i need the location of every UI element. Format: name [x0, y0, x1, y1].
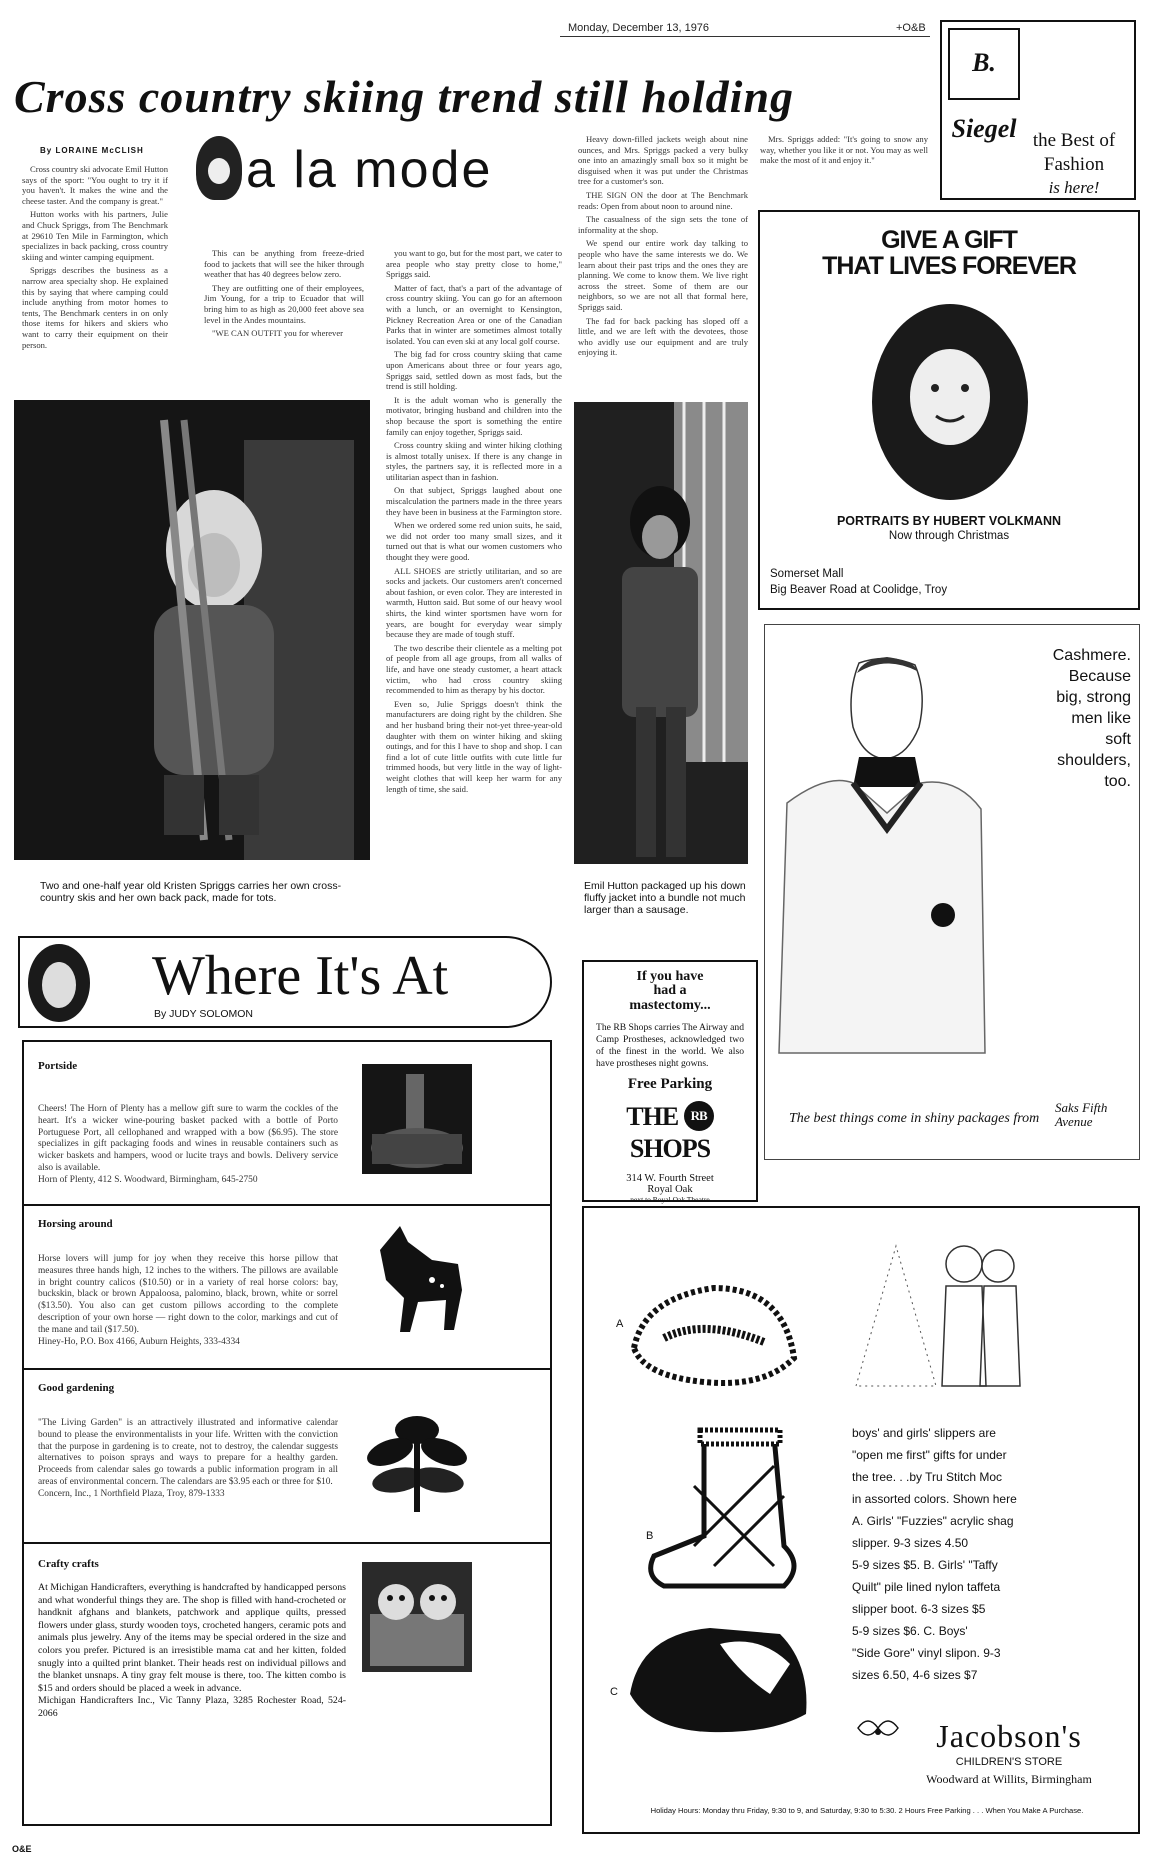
saks-ad: [764, 624, 1140, 1160]
jacobsons-logo: Jacobson's: [936, 1718, 1082, 1754]
section-body: "The Living Garden" is an attractively illustrated and informative calendar bound to please the environmentalists in your life. Written with the conviction that the purpose in gardening is to create, not to destroy, the calendar suggests alternatives to poison sprays and ways to prepare for a healthy garden. Proceeds from calendar sales go towards a public information program in all areas of environmental concern. The calendars are $3.95 each or three for $10.: [38, 1418, 338, 1487]
rb-logo-shops: SHOPS: [629, 1134, 711, 1163]
section-footer: O&E: [12, 1844, 32, 1854]
rb-body: The RB Shops carries The Airway and Camp Prostheses, acknowledged two of the finest in the world. We also have prostheses night gowns.: [596, 1022, 744, 1069]
paragraph: The big fad for cross country skiing that came upon Americans about three or four years ago, Spriggs said, settled down as most fads, but the trend is still holding.: [386, 349, 562, 392]
rb-headline2: had a: [653, 983, 687, 998]
where-banner: [18, 936, 552, 1028]
article-col2: [204, 248, 364, 342]
jacobsons-hours: Holiday Hours: Monday thru Friday, 9:30 to 9, and Saturday, 9:30 to 5:30. 2 Hours Free Parking . . . When You Make A Purchase.: [650, 1806, 1084, 1815]
volkmann-through: Now through Christmas: [888, 530, 1010, 542]
paragraph: The two describe their clientele as a melting pot of people from all age groups, from all walks of life, and have one steady customer, a heart attack victim, who had cross country skiing recommended to him as therapy by his doctor.: [386, 642, 562, 696]
tagline-line: big, strong: [1056, 689, 1131, 706]
page-number: +O&B: [896, 22, 926, 34]
section-source: Concern, Inc., 1 Northfield Plaza, Troy, 879-1333: [38, 1488, 225, 1499]
article-headline: Cross country skiing trend still holding: [14, 71, 795, 122]
where-box: [22, 1040, 552, 1826]
caption-left: Two and one-half year old Kristen Spriggs carries her own cross-country skis and her own back pack, made for tots.: [40, 880, 342, 904]
copy-line: 5-9 sizes $6. C. Boys': [852, 1624, 968, 1638]
paragraph: On that subject, Spriggs laughed about one miscalculation the partners made in the three years they have been in business at the Farmington store.: [386, 485, 562, 517]
divider: [24, 1368, 550, 1370]
copy-line: boys' and girls' slippers are: [852, 1426, 996, 1440]
rb-city: Royal Oak: [647, 1184, 693, 1195]
copy-line: A. Girls' "Fuzzies" acrylic shag: [852, 1514, 1014, 1528]
paragraph: Cross country skiing and winter hiking clothing is almost totally unisex. If there is any change in styles, the partners say, it is reflected more in a utilitarian aspect than in fashion.: [386, 440, 562, 482]
rb-note: next to Royal Oak Theatre: [630, 1195, 710, 1204]
shag-slipper-illustration: [614, 1258, 814, 1408]
jacobsons-copy: [852, 1422, 1138, 1686]
paragraph: you want to go, but for the most part, we cater to area people who stay pretty close to home," Spriggs said.: [386, 248, 562, 280]
children-tree-illustration: [846, 1226, 1026, 1396]
section-text-crafts: [38, 1582, 346, 1721]
volkmann-title2: THAT LIVES FOREVER: [822, 252, 1076, 280]
saks-logo: Saks Fifth Avenue: [1055, 1100, 1108, 1129]
paragraph: The fad for back packing has sloped off a little, and we are left with the devotees, those who avidly use our equipment and are truly enjoying it.: [578, 315, 748, 358]
copy-line: Quilt" pile lined nylon taffeta: [852, 1580, 1001, 1594]
column-logo: [196, 136, 526, 200]
copy-line: slipper boot. 6-3 sizes $5: [852, 1602, 986, 1616]
rb-headline3: mastectomy...: [629, 998, 711, 1013]
paragraph: It is the adult woman who is generally the motivator, bringing husband and children into the shop because the sport is something the entire family can enjoy together, Spriggs said.: [386, 394, 562, 437]
emil-photo: [574, 402, 748, 864]
copy-line: "Side Gore" vinyl slipon. 9-3: [852, 1646, 1001, 1660]
volkmann-ad: [758, 210, 1140, 610]
paragraph: This can be anything from freeze-dried food to jackets that will see the hiker through weather that has 40 degrees below zero.: [204, 248, 364, 280]
copy-line: "open me first" gifts for under: [852, 1448, 1007, 1462]
jacobsons-ad: [582, 1206, 1140, 1834]
siegel-line2: Fashion: [1043, 154, 1105, 175]
rb-headline1: If you have: [636, 969, 704, 984]
where-title: Where It's At: [152, 945, 449, 1007]
siegel-line1: the Best of: [1032, 130, 1116, 151]
article-byline: By LORAINE McCLISH: [40, 146, 144, 155]
vinyl-slipon-illustration: [610, 1604, 820, 1744]
paragraph: ALL SHOES are strictly utilitarian, and so are socks and jackets. Our customers aren't concerned about fashion, or even color. They are interested in warmth, Hutton said. But some of our heavy wool shirts, the kind winter sportsmen have worn for years, are bought for everyday wear simply because they are made of tough stuff.: [386, 565, 562, 640]
volkmann-mall: Somerset Mall: [770, 568, 844, 580]
section-title-gardening: Good gardening: [38, 1382, 115, 1394]
slipper-label-b: B: [646, 1530, 654, 1542]
paragraph: We spend our entire work day talking to people who have the same interests we do. We learn about their past trips and the ones they are planning. We come to know them. We live right across the street. Some of them are our neighbors, so we are not all that formal here, Spriggs said.: [578, 238, 748, 312]
siegel-ad: [940, 20, 1136, 200]
copy-line: slipper. 9-3 sizes 4.50: [852, 1536, 969, 1550]
plant-icon: [362, 1388, 472, 1518]
child-portrait: [860, 292, 1040, 512]
jacobsons-address: Woodward at Willits, Birmingham: [926, 1772, 1092, 1786]
divider: [24, 1542, 550, 1544]
volkmann-portraits: PORTRAITS BY HUBERT VOLKMANN: [836, 514, 1062, 528]
page-date: Monday, December 13, 1976: [568, 22, 710, 34]
tagline-line: soft: [1105, 731, 1131, 748]
saks-footer: The best things come in shiny packages from: [789, 1111, 1040, 1126]
paragraph: Hutton works with his partners, Julie and Chuck Spriggs, from The Benchmark at 29610 Ten Mile in Farmington, which specializes in back packing, cross country skiing and winter camping equipment.: [22, 209, 168, 262]
paragraph: Cross country ski advocate Emil Hutton says of the sport: "You ought to try it if you haven't. It makes the wine and the cheese taster. And the company is great.": [22, 164, 168, 206]
article-col1: [22, 164, 168, 353]
copy-line: in assorted colors. Shown here: [852, 1492, 1017, 1506]
paragraph: Spriggs describes the business as a narrow area specialty shop. He explained this by saying that where camping could include anything from motor homes to tents, The Benchmark centers in on only those items for hikers and skiers who want to carry their equipment on their person.: [22, 265, 168, 350]
caption-right: Emil Hutton packaged up his down fluffy jacket into a bundle not much larger than a sausage.: [584, 880, 746, 916]
tagline-line: Because: [1068, 668, 1131, 685]
section-title-portside: Portside: [38, 1060, 78, 1072]
section-text-horsing: [38, 1254, 338, 1348]
section-source: Michigan Handicrafters Inc., Vic Tanny Plaza, 3285 Rochester Road, 524-2066: [38, 1695, 346, 1719]
divider: [24, 1204, 550, 1206]
tagline-line: shoulders,: [1057, 752, 1131, 769]
section-text-gardening: [38, 1418, 338, 1501]
cat-blanket-photo: [362, 1562, 472, 1672]
rb-parking: Free Parking: [627, 1076, 713, 1092]
paragraph: They are outfitting one of their employees, Jim Young, for a trip to Ecuador that will bring him to as high as 20,000 feet above sea level in the Andes mountains.: [204, 282, 364, 325]
section-title-crafts: Crafty crafts: [38, 1558, 99, 1570]
column-logo-text: a la mode: [246, 141, 493, 199]
section-body: Cheers! The Horn of Plenty has a mellow gift sure to warm the cockles of the heart. It's a wicker wine-pouring basket packed with a bottle of Porto Portuguese Port, all cellophaned and wrapped with a bow ($6.95). The store specializes in gift packaging foods and wines in reusable containers such as wicker baskets and hampers, wood or lucite trays and bowls. Delivery service also is available.: [38, 1104, 338, 1173]
paragraph: When we ordered some red union suits, he said, we did not order too many small sizes, and it turned out that is what our women customers who thought they were good.: [386, 520, 562, 563]
copy-line: 5-9 sizes $5. B. Girls' "Taffy: [852, 1558, 998, 1572]
rb-shops-ad: [582, 960, 758, 1202]
tagline-line: men like: [1071, 710, 1131, 727]
copy-line: the tree. . .by Tru Stitch Moc: [852, 1470, 1003, 1484]
photo-illustration: [574, 402, 748, 864]
paragraph: THE SIGN ON the door at The Benchmark reads: Open from about noon to around nine.: [578, 189, 748, 211]
jacobsons-store: CHILDREN'S STORE: [955, 1756, 1063, 1768]
paragraph: Matter of fact, that's a part of the advantage of cross country skiing. You can go for an afternoon with a lunch, or an overnight to Kensington, Pickney Recreation Area or one of the Canadian Parks that in winter are sometimes almost totally isolated. You can even ski at any local golf course.: [386, 282, 562, 346]
paragraph: Even so, Julie Spriggs doesn't think the manufacturers are doing right by the children. She and her husband bring their not-yet three-year-old daughter with them on winter hiking and skiing outings, and for this I have to shop and shop. I can find a lot of cute little outfits with cute little fur trimmed hoods, but very little in the way of light-weight clothes that will keep her warm for any length of time, she said.: [386, 698, 562, 794]
volkmann-address: Big Beaver Road at Coolidge, Troy: [770, 584, 948, 596]
rb-logo: [584, 1101, 756, 1165]
rb-logo-the: THE: [626, 1102, 679, 1131]
tagline-line: Cashmere.: [1052, 647, 1131, 664]
section-source: Horn of Plenty, 412 S. Woodward, Birmingham, 645-2750: [38, 1174, 258, 1185]
rb-address: 314 W. Fourth Street: [626, 1173, 714, 1184]
copy-line: sizes 6.50, 4-6 sizes $7: [852, 1668, 978, 1682]
masthead-rule: [560, 36, 930, 37]
article-col3: [386, 248, 562, 912]
article-col5: [760, 134, 928, 169]
man-sweater-illustration: [767, 653, 991, 1093]
section-body: Horse lovers will jump for joy when they receive this horse pillow that measures three hands high, 12 inches to the withers. The pillows are available in bright country calicos ($10.50) or in a variety of real horse colors: bay, buckskin, black or brown Appaloosa, palomino, black, brown, white or sorrel ($13.50). You also can get custom pillows according to the complete description of your own horse — right down to the color, markings and cut of the mane and tail ($17.50).: [38, 1254, 338, 1335]
slipper-label-c: C: [610, 1686, 618, 1698]
article-col4: [578, 134, 748, 361]
slipper-label-a: A: [616, 1318, 624, 1330]
where-byline: By JUDY SOLOMON: [154, 1008, 253, 1020]
model-portrait-icon: [196, 136, 242, 200]
columnist-portrait: [28, 944, 90, 1022]
siegel-logo: B. Siegel: [948, 28, 1020, 100]
paragraph: Mrs. Spriggs added: "It's going to snow any way, whether you like it or not. You may as well make the most of it and enjoy it.": [760, 134, 928, 166]
section-title-horsing: Horsing around: [38, 1218, 113, 1230]
horse-pillow-icon: [362, 1220, 472, 1340]
tagline-line: too.: [1104, 773, 1131, 790]
rb-logo-mark: RB: [684, 1101, 714, 1131]
section-body: At Michigan Handicrafters, everything is handcrafted by handicapped persons and what wonderful things they are. The shop is filled with hand-crocheted or handknit afghans and blankets, patchwork and applique quilts, pressed flowers under glass, sturdy wooden toys, crocheted hangers, ceramic pots and animals plus jewelry. Any of the items may be special ordered in the size and colors you prefer. Pictured is an irresistible mama cat and her kitten, folded snugly into a quilted print blanket. Their heads rest on individual pillows and the blanket unsnaps. A tiny gray felt mouse is there, too. The kitten combo is $15 and orders should be placed a week in advance.: [38, 1582, 346, 1694]
wine-basket-photo: [362, 1064, 472, 1174]
saks-tagline: [1053, 645, 1131, 792]
photo-illustration: [14, 400, 370, 860]
section-text-portside: [38, 1104, 338, 1187]
paragraph: "WE CAN OUTFIT you for wherever: [212, 328, 344, 339]
volkmann-title1: GIVE A GIFT: [881, 226, 1017, 254]
kristen-photo: [14, 400, 370, 860]
quilt-slipper-boot-illustration: [634, 1426, 824, 1596]
siegel-line3: is here!: [1048, 178, 1100, 197]
paragraph: The casualness of the sign sets the tone of informality at the shop.: [578, 214, 748, 235]
section-source: Hiney-Ho, P.O. Box 4166, Auburn Heights, 333-4334: [38, 1336, 240, 1347]
paragraph: Heavy down-filled jackets weigh about nine ounces, and Mrs. Spriggs packed a very bulky one into an amazingly small box so it might be disguised when it was put under the Christmas tree for a customer's son.: [578, 134, 748, 187]
